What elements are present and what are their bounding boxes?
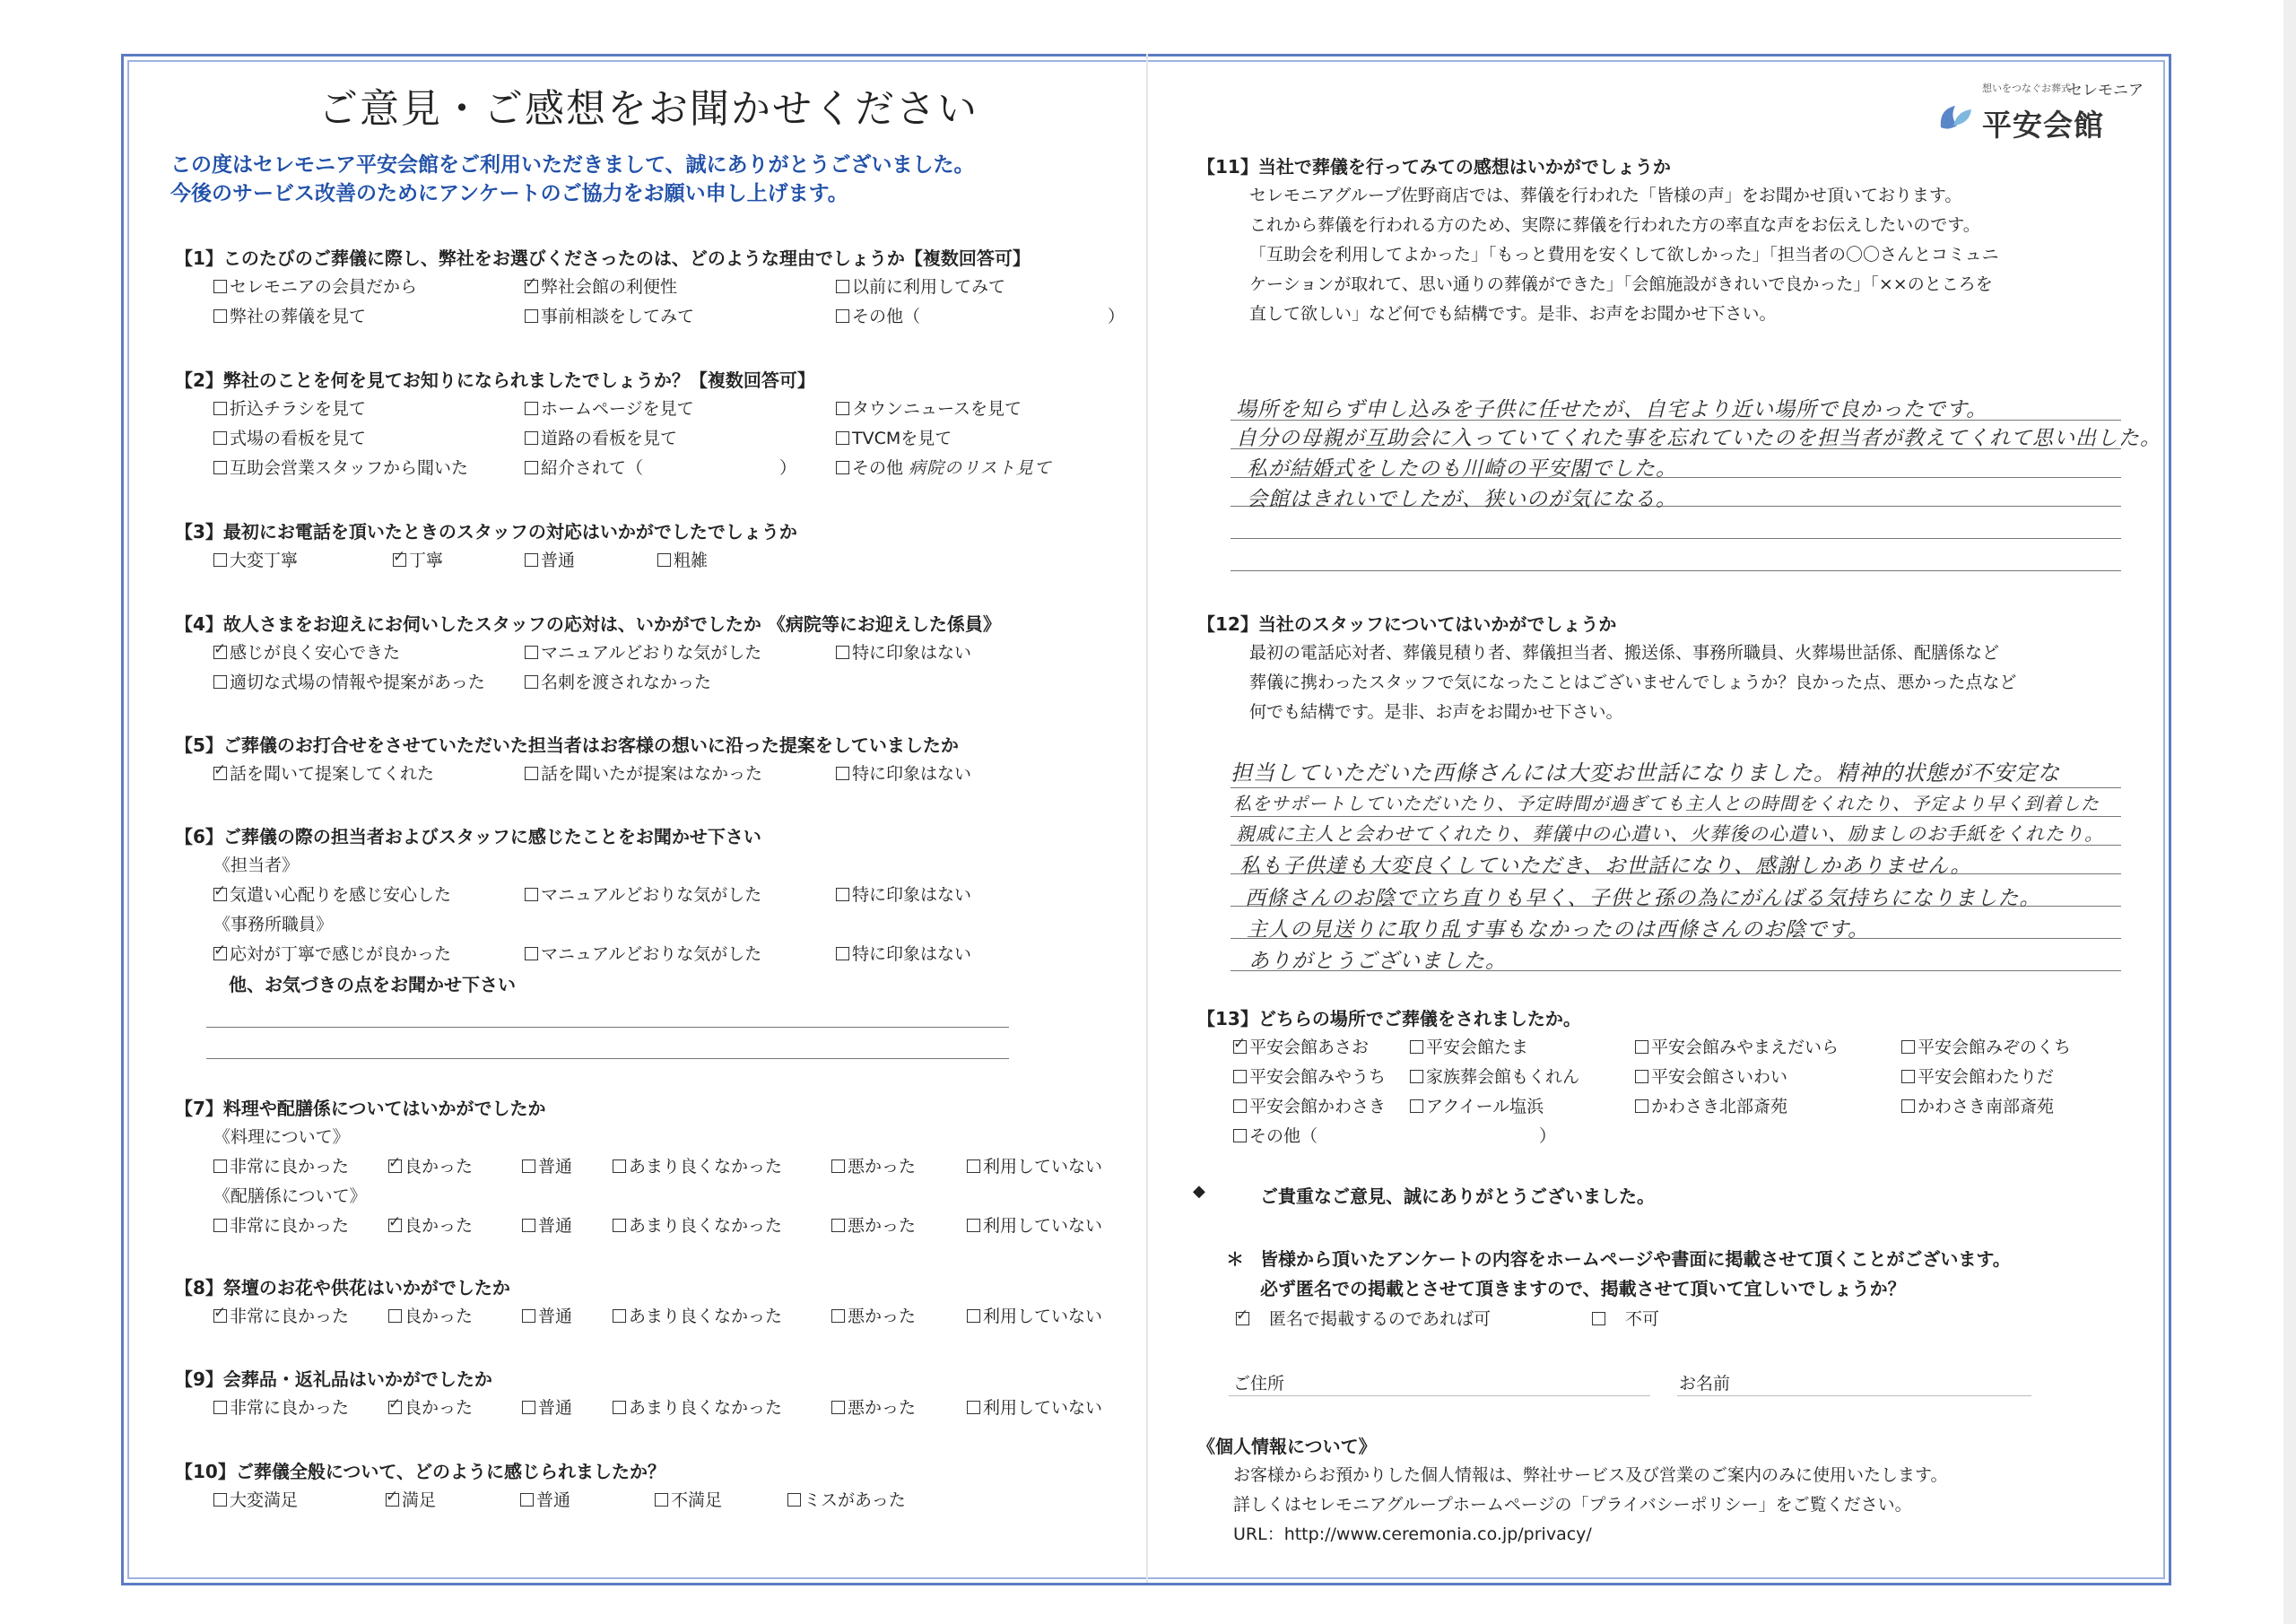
checkbox[interactable] xyxy=(836,888,849,901)
q12-body-line: 葬儀に携わったスタッフで気になったことはございませんでしょうか？良かった点、悪かった点など xyxy=(1249,673,2017,692)
checkbox-checked[interactable] xyxy=(386,1493,399,1507)
q5-option[interactable]: 特に印象はない xyxy=(836,760,971,785)
q9-option[interactable]: ✓ 良かった xyxy=(388,1394,473,1419)
checkbox[interactable] xyxy=(836,280,849,293)
question-8: 【8】祭壇のお花や供花はいかがでしたか xyxy=(175,1277,510,1298)
q4-option[interactable]: 特に印象はない xyxy=(836,639,971,664)
q6-other-prompt: 他、お気づきの点をお聞かせ下さい xyxy=(229,974,516,995)
checkbox[interactable] xyxy=(613,1219,626,1232)
q3-option[interactable]: ✓ 丁寧 xyxy=(393,547,443,571)
q6-option[interactable]: ✓気遣い心配りを感じ安心した xyxy=(213,881,451,906)
privacy-title: 《個人情報について》 xyxy=(1197,1436,1377,1457)
q13-option[interactable]: かわさき南部斎苑 xyxy=(1901,1093,2054,1117)
q6-sub-heading: 《事務所職員》 xyxy=(213,915,334,934)
address-label: ご住所 xyxy=(1233,1374,1285,1394)
checkbox-checked[interactable] xyxy=(388,1401,402,1414)
checkbox[interactable] xyxy=(836,431,849,445)
checkbox[interactable] xyxy=(831,1219,845,1232)
q6-option[interactable]: マニュアルどおりな気がした xyxy=(525,941,761,965)
checkbox[interactable] xyxy=(213,1159,227,1173)
q11-body-line: 直して欲しい」など何でも結構です。是非、お声をお聞かせ下さい。 xyxy=(1249,304,1777,324)
q7-sub-heading: 《料理について》 xyxy=(213,1127,350,1147)
question-9: 【9】会葬品・返礼品はいかがでしたか xyxy=(175,1368,492,1390)
question-4: 【4】故人さまをお迎えにお伺いしたスタッフの応対は、いかがでしたか 《病院等にお迎えした係員》 xyxy=(175,613,1001,635)
q12-body-line: 何でも結構です。是非、お声をお聞かせ下さい。 xyxy=(1249,702,1623,722)
checkbox[interactable] xyxy=(388,1309,402,1323)
checkbox[interactable] xyxy=(1410,1099,1423,1113)
q7-option[interactable]: 利用していない xyxy=(967,1153,1102,1177)
q2-option[interactable]: 紹介されて（ ） xyxy=(525,455,796,479)
checkbox[interactable] xyxy=(213,1219,227,1232)
checkbox[interactable] xyxy=(525,431,538,445)
q2-option[interactable]: タウンニュースを見て xyxy=(836,395,1022,420)
q3-option[interactable]: 大変丁寧 xyxy=(213,547,298,571)
q2-option[interactable]: ホームページを見て xyxy=(525,395,694,420)
checkbox[interactable] xyxy=(1592,1312,1605,1325)
handwritten-answer: ありがとうございました。 xyxy=(1248,950,1507,973)
center-fold xyxy=(1146,54,1148,1583)
publish-bullet: ＊ xyxy=(1226,1248,1244,1270)
privacy-line: お客様からお預かりした個人情報は、弊社サービス及び営業のご案内のみに使用いたします。 xyxy=(1233,1465,1948,1485)
q4-option[interactable]: ✓感じが良く安心できた xyxy=(213,639,400,664)
checkbox[interactable] xyxy=(522,1219,535,1232)
page-title: ご意見・ご感想をお聞かせください xyxy=(318,86,978,132)
q8-option[interactable]: あまり良くなかった xyxy=(613,1303,782,1327)
checkbox[interactable] xyxy=(787,1493,801,1507)
q9-option[interactable]: 悪かった xyxy=(831,1394,916,1419)
q7-option[interactable]: 悪かった xyxy=(831,1153,916,1177)
diamond-bullet-icon: ◆ xyxy=(1193,1182,1205,1201)
q11-body-line: 「互助会を利用してよかった」「もっと費用を安くして欲しかった」「担当者の〇〇さんとコミュニ xyxy=(1249,245,1999,265)
q9-option[interactable]: 非常に良かった xyxy=(213,1394,349,1419)
q6-sub-heading: 《担当者》 xyxy=(213,855,300,875)
logo-brand: セレモニア xyxy=(2067,82,2144,100)
answer-line[interactable] xyxy=(206,1027,1009,1028)
checkbox[interactable] xyxy=(525,675,538,689)
question-3: 【3】最初にお電話を頂いたときのスタッフの対応はいかがでしたでしょうか xyxy=(175,521,797,543)
q4-option[interactable]: 名刺を渡されなかった xyxy=(525,669,711,693)
privacy-line: 詳しくはセレモニアグループホームページの「プライバシーポリシー」をご覧ください。 xyxy=(1233,1495,1912,1515)
checkbox[interactable] xyxy=(836,767,849,780)
q6-option[interactable]: 特に印象はない xyxy=(836,881,971,906)
scan-edge xyxy=(2283,0,2296,1624)
checkbox[interactable] xyxy=(525,767,538,780)
q13-option[interactable]: 平安会館かわさき xyxy=(1233,1093,1386,1117)
q13-option[interactable]: 平安会館わたりだ xyxy=(1901,1064,2054,1088)
name-field[interactable] xyxy=(1677,1395,2031,1396)
q13-option[interactable]: 家族葬会館もくれん xyxy=(1410,1064,1579,1088)
question-6: 【6】ご葬儀の際の担当者およびスタッフに感じたことをお聞かせ下さい xyxy=(175,826,761,847)
checkbox[interactable] xyxy=(836,947,849,960)
dove-logo-icon xyxy=(1935,100,1975,136)
question-7: 【7】料理や配膳係についてはいかがでしたか xyxy=(175,1098,546,1119)
q1-option[interactable]: ✓ 弊社会館の利便性 xyxy=(525,274,677,298)
q1-option[interactable]: その他（ ） xyxy=(836,303,1125,327)
q7-option[interactable]: 非常に良かった xyxy=(213,1153,349,1177)
question-10: 【10】ご葬儀全般について、どのように感じられましたか？ xyxy=(175,1461,666,1482)
answer-line[interactable] xyxy=(1231,570,2121,571)
handwritten-answer: 会館はきれいでしたが、狭いのが気になる。 xyxy=(1247,488,1677,511)
checkbox-checked[interactable] xyxy=(213,1309,227,1323)
q1-option[interactable]: 事前相談をしてみて xyxy=(525,303,694,327)
checkbox[interactable] xyxy=(1233,1099,1247,1113)
checkbox[interactable] xyxy=(213,461,227,474)
q7-option[interactable]: あまり良くなかった xyxy=(613,1153,782,1177)
checkbox-checked[interactable] xyxy=(388,1159,402,1173)
checkbox[interactable] xyxy=(613,1309,626,1323)
checkbox[interactable] xyxy=(213,402,227,415)
q6-option[interactable]: 特に印象はない xyxy=(836,941,971,965)
q13-option[interactable]: かわさき北部斎苑 xyxy=(1635,1093,1787,1117)
q13-option[interactable]: 平安会館みぞのくち xyxy=(1901,1034,2071,1058)
q4-option[interactable]: 適切な式場の情報や提案があった xyxy=(213,669,485,693)
question-11: 【11】当社で葬儀を行ってみての感想はいかがでしょうか xyxy=(1197,156,1671,178)
checkbox[interactable] xyxy=(525,461,538,474)
question-13: 【13】どちらの場所でご葬儀をされましたか。 xyxy=(1197,1008,1581,1029)
checkbox[interactable] xyxy=(525,888,538,901)
q10-option[interactable]: ✓ 満足 xyxy=(386,1487,436,1511)
checkbox[interactable] xyxy=(657,553,671,567)
checkbox[interactable] xyxy=(1233,1129,1247,1142)
checkbox[interactable] xyxy=(525,553,538,567)
q7-option[interactable]: 普通 xyxy=(522,1212,572,1237)
q13-option[interactable]: 平安会館さいわい xyxy=(1635,1064,1787,1088)
handwritten-answer: 場所を知らず申し込みを子供に任せたが、自宅より近い場所で良かったです。 xyxy=(1236,398,1988,421)
q7-sub-heading: 《配膳係について》 xyxy=(213,1186,367,1206)
checkbox[interactable] xyxy=(836,461,849,474)
answer-line[interactable] xyxy=(1231,538,2121,539)
checkbox[interactable] xyxy=(655,1493,668,1507)
q5-option[interactable]: ✓話を聞いて提案してくれた xyxy=(213,760,434,785)
q2-option[interactable]: 互助会営業スタッフから聞いた xyxy=(213,455,468,479)
q9-option[interactable]: 普通 xyxy=(522,1394,572,1419)
checkbox[interactable] xyxy=(213,553,227,567)
handwritten-answer: 私も子供達も大変良くしていただき、お世話になり、感謝しかありません。 xyxy=(1239,855,1972,878)
q13-option[interactable]: 平安会館みやまえだいら xyxy=(1635,1034,1839,1058)
checkbox[interactable] xyxy=(522,1159,535,1173)
checkbox-checked[interactable] xyxy=(213,888,227,901)
thanks-message: ご貴重なご意見、誠にありがとうございました。 xyxy=(1260,1185,1655,1207)
checkbox[interactable] xyxy=(831,1401,845,1414)
q9-option[interactable]: 利用していない xyxy=(967,1394,1102,1419)
checkbox[interactable] xyxy=(213,1493,227,1507)
checkbox-checked[interactable] xyxy=(213,947,227,960)
answer-line[interactable] xyxy=(1231,787,2121,788)
q7-option[interactable]: ✓ 良かった xyxy=(388,1212,473,1237)
q1-option[interactable]: セレモニアの会員だから xyxy=(213,274,417,298)
q7-option[interactable]: 利用していない xyxy=(967,1212,1102,1237)
checkbox[interactable] xyxy=(1635,1070,1648,1083)
q8-option[interactable]: ✓非常に良かった xyxy=(213,1303,349,1327)
checkbox-checked[interactable] xyxy=(525,280,538,293)
logo-name: 平安会館 xyxy=(1982,108,2104,143)
handwritten-answer: 担当していただいた西條さんには大変お世話になりました。精神的状態が不安定な xyxy=(1231,760,2060,786)
checkbox[interactable] xyxy=(1901,1099,1915,1113)
q11-body-line: ケーションが取れて、思い通りの葬儀ができた」「会館施設がきれいで良かった」「××のところを xyxy=(1249,274,1993,294)
q8-option[interactable]: 普通 xyxy=(522,1303,572,1327)
q1-option[interactable]: 弊社の葬儀を見て xyxy=(213,303,366,327)
checkbox[interactable] xyxy=(967,1159,980,1173)
q10-option[interactable]: 大変満足 xyxy=(213,1487,298,1511)
handwritten-answer: 私をサポートしていただいたり、予定時間が過ぎても主人との時間をくれたり、予定より早く到着した xyxy=(1233,793,2100,814)
q12-body-line: 最初の電話応対者、葬儀見積り者、葬儀担当者、搬送係、事務所職員、火葬場世話係、配膳係など xyxy=(1249,643,2000,663)
checkbox[interactable] xyxy=(213,309,227,323)
checkbox[interactable] xyxy=(1635,1040,1648,1054)
logo-tagline: 想いをつなぐお葬式 xyxy=(1982,83,2071,94)
checkbox-checked[interactable] xyxy=(388,1219,402,1232)
q11-body-line: セレモニアグループ佐野商店では、葬儀を行われた「皆様の声」をお聞かせ頂いております。 xyxy=(1249,186,1962,205)
question-5: 【5】ご葬儀のお打合せをさせていただいた担当者はお客様の想いに沿った提案をしていましたか xyxy=(175,734,959,756)
checkbox[interactable] xyxy=(522,1309,535,1323)
q7-option[interactable]: 普通 xyxy=(522,1153,572,1177)
q6-option[interactable]: マニュアルどおりな気がした xyxy=(525,881,761,906)
question-1: 【1】このたびのご葬儀に際し、弊社をお選びくださったのは、どのような理由でしょうか【複数回答可】 xyxy=(175,248,1031,269)
checkbox[interactable] xyxy=(525,947,538,960)
checkbox-checked[interactable] xyxy=(1233,1040,1247,1054)
publish-line: 必ず匿名での掲載とさせて頂きますので、掲載させて頂いて宜しいでしょうか？ xyxy=(1260,1278,1906,1299)
handwritten-answer: 病院のリスト見て xyxy=(909,458,1052,478)
checkbox[interactable] xyxy=(213,280,227,293)
q11-body-line: これから葬儀を行われる方のため、実際に葬儀を行われた方の率直な声をお伝えしたいのです。 xyxy=(1249,215,1980,235)
checkbox[interactable] xyxy=(213,431,227,445)
checkbox[interactable] xyxy=(613,1401,626,1414)
checkbox[interactable] xyxy=(1410,1070,1423,1083)
checkbox[interactable] xyxy=(1635,1099,1648,1113)
intro-text xyxy=(170,151,975,208)
q2-option[interactable]: 折込チラシを見て xyxy=(213,395,366,420)
answer-line[interactable] xyxy=(1231,816,2121,817)
privacy-url[interactable]: URL：http://www.ceremonia.co.jp/privacy/ xyxy=(1233,1524,1592,1544)
q7-option[interactable]: 非常に良かった xyxy=(213,1212,349,1237)
checkbox[interactable] xyxy=(1901,1070,1915,1083)
answer-line[interactable] xyxy=(206,1058,1009,1059)
q13-option[interactable]: アクイール塩浜 xyxy=(1410,1093,1544,1117)
name-label: お名前 xyxy=(1679,1374,1731,1394)
checkbox[interactable] xyxy=(213,1401,227,1414)
checkbox[interactable] xyxy=(967,1309,980,1323)
checkbox[interactable] xyxy=(525,309,538,323)
q4-option[interactable]: マニュアルどおりな気がした xyxy=(525,639,761,664)
q8-option[interactable]: 利用していない xyxy=(967,1303,1102,1327)
intro-line: この度はセレモニア平安会館をご利用いただきまして、誠にありがとうございました。 xyxy=(170,153,975,177)
checkbox[interactable] xyxy=(525,402,538,415)
q8-option[interactable]: 悪かった xyxy=(831,1303,916,1327)
q3-option[interactable]: 普通 xyxy=(525,547,575,571)
checkbox[interactable] xyxy=(831,1159,845,1173)
handwritten-answer: 親戚に主人と会わせてくれたり、葬儀中の心遣い、火葬後の心遣い、励ましのお手紙をくれたり。 xyxy=(1236,823,2104,845)
checkbox-checked[interactable] xyxy=(213,646,227,659)
checkbox[interactable] xyxy=(522,1401,535,1414)
handwritten-answer: 自分の母親が互助会に入っていてくれた事を忘れていたのを担当者が教えてくれて思い出した。 xyxy=(1236,427,2161,450)
q2-option[interactable]: TVCMを見て xyxy=(836,425,952,449)
address-field[interactable] xyxy=(1229,1395,1650,1396)
q5-option[interactable]: 話を聞いたが提案はなかった xyxy=(525,760,762,785)
checkbox[interactable] xyxy=(836,402,849,415)
handwritten-answer: 主人の見送りに取り乱す事もなかったのは西條さんのお陰です。 xyxy=(1247,918,1870,942)
checkbox[interactable] xyxy=(525,646,538,659)
checkbox[interactable] xyxy=(831,1309,845,1323)
q10-option[interactable]: 普通 xyxy=(520,1487,570,1511)
q13-option[interactable]: 平安会館たま xyxy=(1410,1034,1528,1058)
checkbox[interactable] xyxy=(1233,1070,1247,1083)
checkbox-checked[interactable] xyxy=(213,767,227,780)
publish-option-no[interactable]: 不可 xyxy=(1592,1306,1659,1330)
checkbox[interactable] xyxy=(520,1493,534,1507)
q13-option[interactable]: ✓平安会館あさお xyxy=(1233,1034,1369,1058)
checkbox[interactable] xyxy=(836,646,849,659)
q1-option[interactable]: 以前に利用してみて xyxy=(836,274,1005,298)
q10-option[interactable]: ミスがあった xyxy=(787,1487,906,1511)
q2-option[interactable]: 式場の看板を見て xyxy=(213,425,366,449)
q7-option[interactable]: ✓ 良かった xyxy=(388,1153,473,1177)
checkbox[interactable] xyxy=(836,309,849,323)
intro-line: 今後のサービス改善のためにアンケートのご協力をお願い申し上げます。 xyxy=(170,182,848,205)
checkbox[interactable] xyxy=(213,675,227,689)
checkbox[interactable] xyxy=(613,1159,626,1173)
question-2: 【2】弊社のことを何を見てお知りになられましたでしょうか？【複数回答可】 xyxy=(175,369,815,391)
q7-option[interactable]: 悪かった xyxy=(831,1212,916,1237)
publish-option-yes[interactable]: ✓ 匿名で掲載するのであれば可 xyxy=(1236,1306,1491,1330)
publish-line: 皆様から頂いたアンケートの内容をホームページや書面に掲載させて頂くことがございます。 xyxy=(1260,1248,2011,1270)
question-12: 【12】当社のスタッフについてはいかがでしょうか xyxy=(1197,613,1617,635)
checkbox[interactable] xyxy=(967,1219,980,1232)
q8-option[interactable]: 良かった xyxy=(388,1303,473,1327)
checkbox[interactable] xyxy=(1901,1040,1915,1054)
q13-option[interactable]: その他（ ） xyxy=(1233,1123,1556,1147)
q13-option[interactable]: 平安会館みやうち xyxy=(1233,1064,1386,1088)
handwritten-answer: 西條さんのお陰で立ち直りも早く、子供と孫の為にがんばる気持ちになりました。 xyxy=(1245,887,2041,910)
q10-option[interactable]: 不満足 xyxy=(655,1487,722,1511)
handwritten-answer: 私が結婚式をしたのも川崎の平安閣でした。 xyxy=(1247,457,1677,481)
q3-option[interactable]: 粗雑 xyxy=(657,547,708,571)
checkbox[interactable] xyxy=(1410,1040,1423,1054)
checkbox-checked[interactable] xyxy=(1236,1312,1249,1325)
checkbox[interactable] xyxy=(967,1401,980,1414)
q2-option[interactable]: 道路の看板を見て xyxy=(525,425,677,449)
q2-option[interactable]: その他 病院のリスト見て xyxy=(836,455,1052,479)
checkbox-checked[interactable] xyxy=(393,553,406,567)
q9-option[interactable]: あまり良くなかった xyxy=(613,1394,782,1419)
q6-option[interactable]: ✓応対が丁寧で感じが良かった xyxy=(213,941,451,965)
q7-option[interactable]: あまり良くなかった xyxy=(613,1212,782,1237)
